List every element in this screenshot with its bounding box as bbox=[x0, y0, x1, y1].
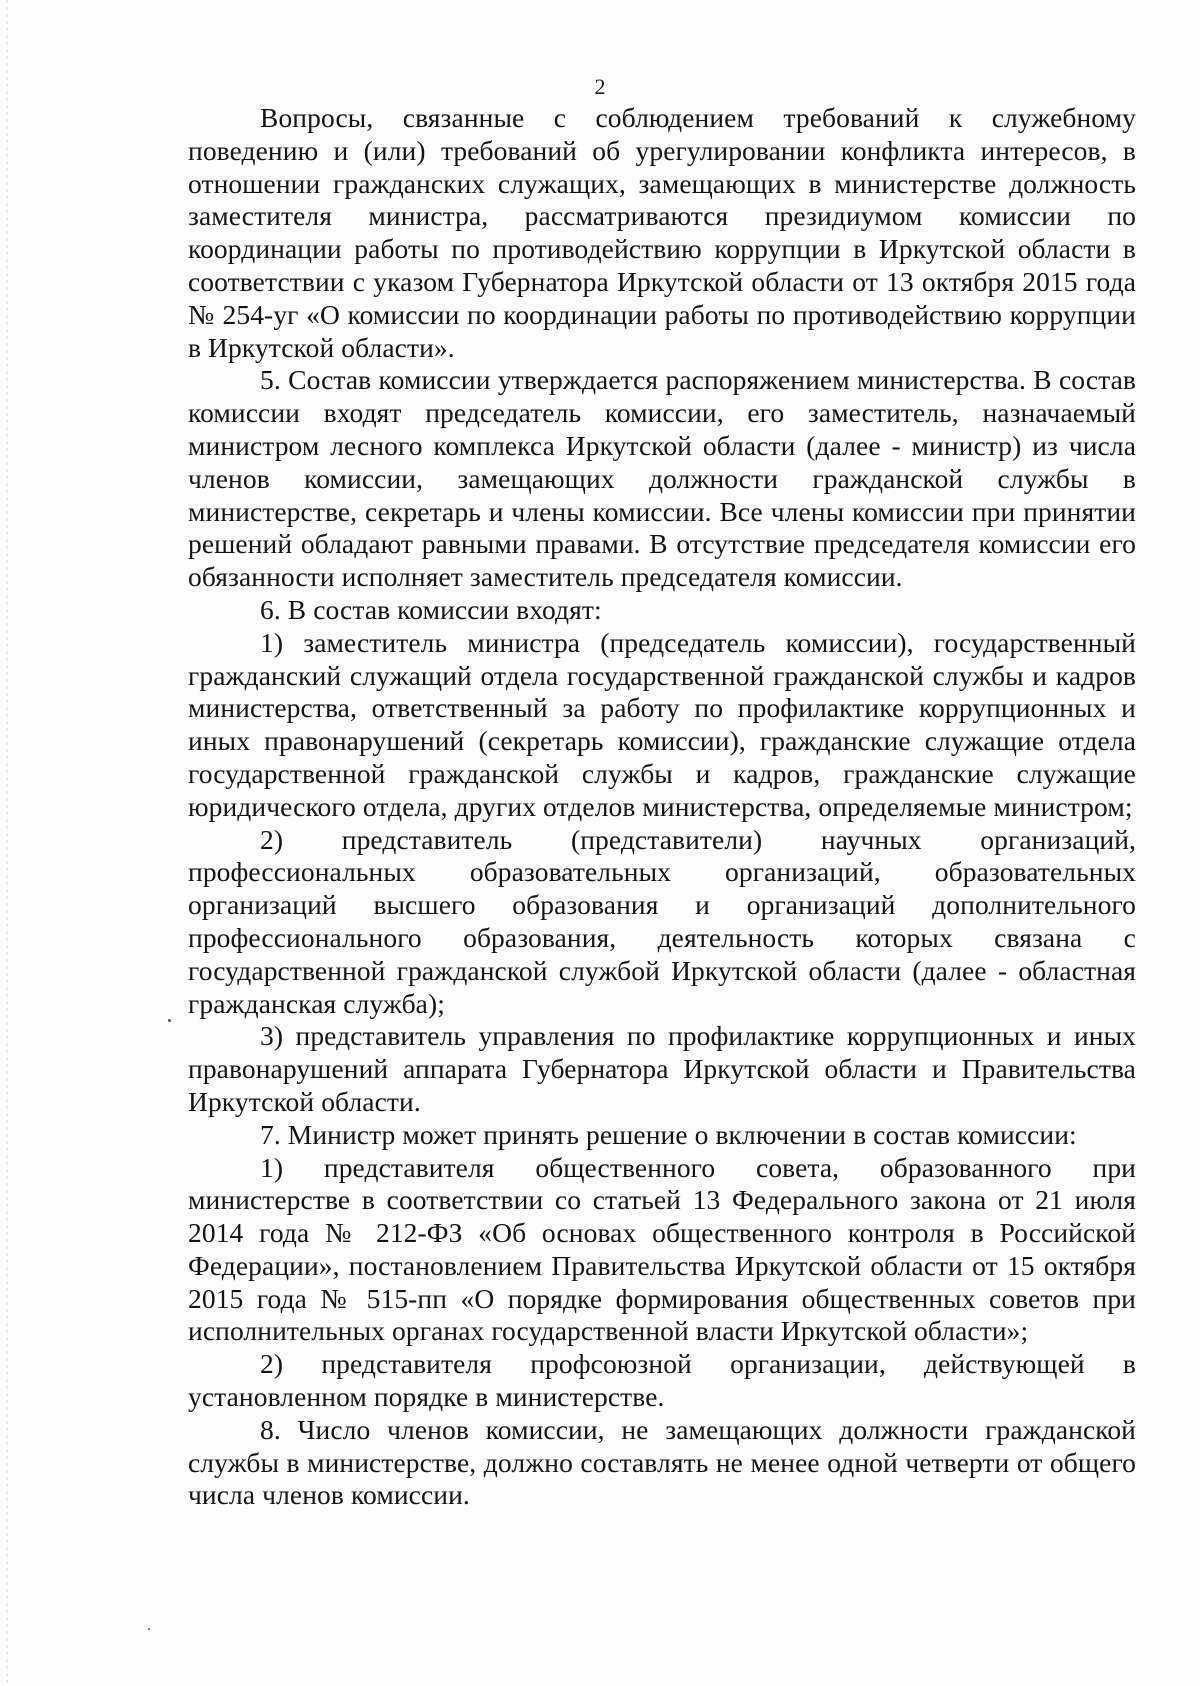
paragraph-7-item-2: 2) представителя профсоюзной организации, действующей в установленном порядке в министерстве. bbox=[188, 1348, 1136, 1413]
scan-speck bbox=[148, 1628, 150, 1630]
paragraph-5-composition: 5. Состав комиссии утверждается распоряжением министерства. В состав комиссии входят председатель комиссии, его заместитель, назначаемый министром лесного комплекса Иркутской области (далее - министр) из числа членов комиссии, замещающих должности гражданской службы в министерстве, секретарь и члены комиссии. Все члены комиссии при принятии решений обладают равными правами. В отсутствие председателя комиссии его обязанности исполняет заместитель председателя комиссии. bbox=[188, 364, 1136, 593]
paragraph-7-item-1: 1) представителя общественного совета, образованного при министерстве в соответствии со статьей 13 Федерального закона от 21 июля 2014 года № 212-ФЗ «Об основах общественного контроля в Российской Федерации», постановлением Правительства Иркутской области от 15 октября 2015 года № 515-пп «О порядке формирования общественных советов при исполнительных органах государственной власти Иркутской области»; bbox=[188, 1151, 1136, 1347]
scan-edge bbox=[6, 0, 8, 1686]
paragraph-presidium: Вопросы, связанные с соблюдением требований к служебному поведению и (или) требований об урегулировании конфликта интересов, в отношении гражданских служащих, замещающих в министерстве должность заместителя министра, рассматриваются президиумом комиссии по координации работы по противодействию коррупции в Иркутской области в соответствии с указом Губернатора Иркутской области от 13 октября 2015 года № 254-уг «О комиссии по координации работы по противодействию коррупции в Иркутской области». bbox=[188, 102, 1136, 363]
page-number: 2 bbox=[594, 74, 606, 99]
document-body bbox=[188, 102, 1136, 1512]
paragraph-7-heading: 7. Министр может принять решение о включении в состав комиссии: bbox=[260, 1118, 1077, 1150]
paragraph-6-heading: 6. В состав комиссии входят: bbox=[260, 593, 602, 625]
paragraph-6-item-1: 1) заместитель министра (председатель комиссии), государственный гражданский служащий отдела государственной гражданской службы и кадров министерства, ответственный за работу по профилактике коррупционных и иных правонарушений (секретарь комиссии), гражданские служащие отдела государственной гражданской службы и кадров, гражданские служащие юридического отдела, других отделов министерства, определяемые министром; bbox=[188, 626, 1136, 822]
paragraph-6-item-3: 3) представитель управления по профилактике коррупционных и иных правонарушений аппарата Губернатора Иркутской области и Правительства Иркутской области. bbox=[188, 1020, 1136, 1117]
scan-speck bbox=[168, 1019, 171, 1022]
paragraph-6-item-2: 2) представитель (представители) научных организаций, профессиональных образовательных организаций, образовательных организаций высшего образования и организаций дополнительного профессионального образования, деятельность которых связана с государственной гражданской службой Иркутской области (далее - областная гражданская служба); bbox=[188, 823, 1136, 1019]
paragraph-8: 8. Число членов комиссии, не замещающих должности гражданской службы в министерстве, должно составлять не менее одной четверти от общего числа членов комиссии. bbox=[188, 1413, 1136, 1511]
